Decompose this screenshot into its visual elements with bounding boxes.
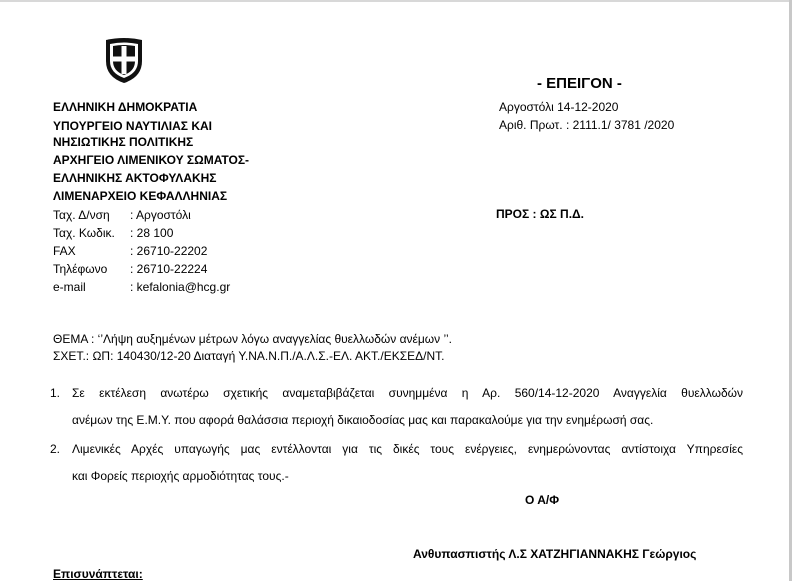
item-2-number: 2.: [50, 442, 61, 456]
contact-email-value[interactable]: : kefalonia@hcg.gr: [130, 280, 231, 294]
contact-postcode-value: : 28 100: [130, 226, 174, 240]
item-1-line-1: Σε εκτέλεση ανωτέρω σχετικής αναμεταβιβάζεται συνημμένα η Αρ. 560/14-12-2020 Αναγγελία θυελλωδών: [72, 386, 743, 400]
header-line-policy: ΝΗΣΙΩΤΙΚΗΣ ΠΟΛΙΤΙΚΗΣ: [53, 135, 194, 149]
urgent-marker: - ΕΠΕΙΓΟΝ -: [537, 75, 622, 92]
contact-fax-value: : 26710-22202: [130, 244, 208, 258]
reference-line: ΣΧΕΤ.: ΩΠ: 140430/12-20 Διαταγή Υ.ΝΑ.Ν.Π./Α.Λ.Σ.-ΕΛ. ΑΚΤ./ΕΚΣΕΔ/ΝΤ.: [53, 349, 445, 363]
contact-address-value: : Αργοστόλι: [130, 208, 191, 222]
page-border-top: [0, 0, 792, 2]
header-line-ministry: ΥΠΟΥΡΓΕΙΟ ΝΑΥΤΙΛΙΑΣ ΚΑΙ: [53, 119, 213, 133]
header-line-republic: ΕΛΛΗΝΙΚΗ ΔΗΜΟΚΡΑΤΙΑ: [53, 100, 198, 114]
item-2-line-2: και Φορείς περιοχής αρμοδιότητας τους.-: [72, 469, 289, 483]
coat-of-arms-emblem: [103, 37, 145, 84]
protocol-number: Αριθ. Πρωτ. : 2111.1/ 3781 /2020: [499, 118, 675, 132]
contact-fax-label: FAX: [53, 244, 76, 258]
attachments-label: Επισυνάπτεται:: [53, 567, 143, 581]
header-line-port-authority: ΛΙΜΕΝΑΡΧΕΙΟ ΚΕΦΑΛΛΗΝΙΑΣ: [53, 189, 228, 203]
contact-email-label: e-mail: [53, 280, 86, 294]
signatory: Ανθυπασπιστής Λ.Σ ΧΑΤΖΗΓΙΑΝΝΑΚΗΣ Γεώργιος: [413, 547, 697, 561]
recipient: ΠΡΟΣ : ΩΣ Π.Δ.: [496, 207, 584, 221]
place-date: Αργοστόλι 14-12-2020: [499, 100, 619, 114]
header-line-headquarters: ΑΡΧΗΓΕΙΟ ΛΙΜΕΝΙΚΟΥ ΣΩΜΑΤΟΣ-: [53, 153, 250, 167]
contact-phone-label: Τηλέφωνο: [53, 262, 108, 276]
item-1-line-2: ανέμων της Ε.Μ.Υ. που αφορά θαλάσσια περιοχή δικαιοδοσίας μας και παρακαλούμε για την ενημέρωσή σας.: [72, 413, 654, 427]
subject-line: ΘΕΜΑ : ‘’Λήψη αυξημένων μέτρων λόγω αναγγελίας θυελλωδών ανέμων ’’.: [53, 332, 452, 346]
signoff: Ο Α/Φ: [525, 493, 560, 507]
item-2-line-1: Λιμενικές Αρχές υπαγωγής μας εντέλλονται για τις δικές τους ενέργειες, ενημερώνοντας αντίστοιχα Υπηρεσίες: [72, 442, 743, 456]
contact-phone-value: : 26710-22224: [130, 262, 208, 276]
contact-address-label: Ταχ. Δ/νση: [53, 208, 110, 222]
header-line-coastguard: ΕΛΛΗΝΙΚΗΣ ΑΚΤΟΦΥΛΑΚΗΣ: [53, 171, 217, 185]
item-1-number: 1.: [50, 386, 61, 400]
contact-postcode-label: Ταχ. Κωδικ.: [53, 226, 115, 240]
